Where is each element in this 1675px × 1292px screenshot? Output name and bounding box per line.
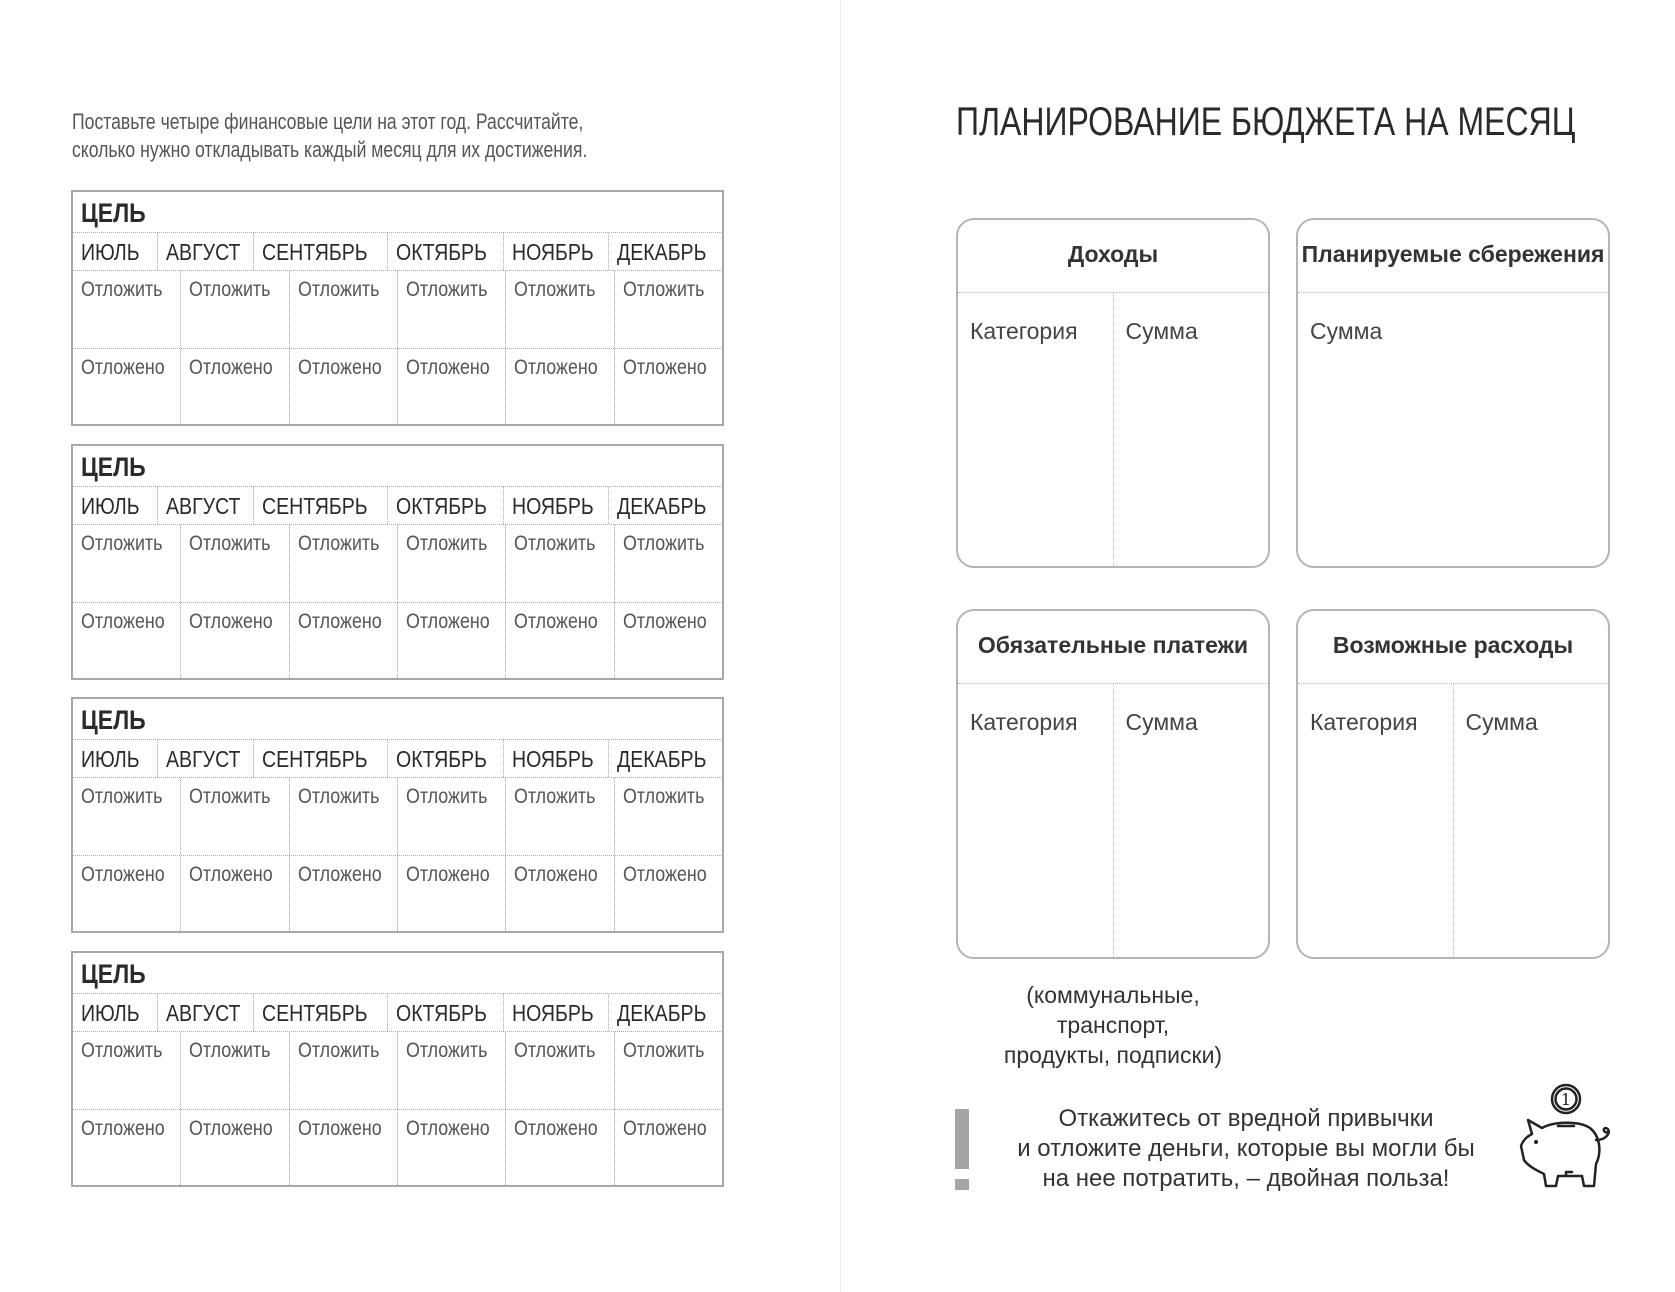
month-header bbox=[388, 487, 504, 524]
tip-line: на нее потратить, – двойная польза! bbox=[1042, 1165, 1450, 1192]
to-save-label: Отложить bbox=[189, 785, 271, 808]
saved-label: Отложено bbox=[514, 1117, 598, 1140]
month-header bbox=[254, 233, 387, 270]
box-title: Планируемые сбережения bbox=[1298, 220, 1608, 293]
to-save-cell[interactable] bbox=[615, 778, 722, 855]
saved-label: Отложено bbox=[622, 610, 707, 633]
to-save-cell[interactable] bbox=[181, 271, 289, 348]
month-header bbox=[609, 233, 722, 270]
to-save-cell[interactable] bbox=[398, 525, 506, 602]
month-label: АВГУСТ bbox=[165, 1000, 241, 1026]
saved-label: Отложено bbox=[81, 863, 165, 886]
amount-column[interactable]: Сумма bbox=[1125, 709, 1198, 735]
saved-cell[interactable] bbox=[181, 856, 289, 931]
goal-title[interactable] bbox=[73, 446, 722, 487]
goal-label: ЦЕЛЬ bbox=[81, 198, 146, 228]
mandatory-payments-box bbox=[956, 609, 1270, 959]
category-column[interactable]: Категория bbox=[958, 683, 1114, 957]
to-save-label: Отложить bbox=[189, 1039, 271, 1062]
saved-cell[interactable] bbox=[290, 1110, 398, 1185]
saved-label: Отложено bbox=[81, 610, 165, 633]
saved-cell[interactable] bbox=[615, 349, 722, 424]
piggy-bank-icon bbox=[1518, 1082, 1618, 1194]
saved-cell[interactable] bbox=[290, 856, 398, 931]
tip-line: и отложите деньги, которые вы могли бы bbox=[1017, 1135, 1475, 1162]
month-header bbox=[504, 233, 609, 270]
month-label: ОКТЯБРЬ bbox=[395, 1000, 487, 1026]
to-save-cell[interactable] bbox=[73, 778, 181, 855]
goal-table bbox=[71, 951, 724, 1187]
to-save-cell[interactable] bbox=[506, 1032, 614, 1109]
income-box bbox=[956, 218, 1270, 568]
to-save-row bbox=[73, 778, 722, 856]
saved-label: Отложено bbox=[189, 356, 273, 379]
to-save-cell[interactable] bbox=[290, 778, 398, 855]
saved-label: Отложено bbox=[189, 863, 273, 886]
saved-cell[interactable] bbox=[615, 603, 722, 678]
month-label: СЕНТЯБРЬ bbox=[262, 493, 369, 519]
month-label: ИЮЛЬ bbox=[81, 493, 140, 519]
intro-line: Поставьте четыре финансовые цели на этот год. Рассчитайте, bbox=[72, 109, 584, 134]
month-header bbox=[388, 233, 504, 270]
note-line: продукты, подписки) bbox=[1003, 1042, 1223, 1068]
goal-title[interactable] bbox=[73, 192, 722, 233]
month-label: АВГУСТ bbox=[165, 493, 241, 519]
saved-label: Отложено bbox=[514, 610, 598, 633]
tip-line: Откажитесь от вредной привычки bbox=[1058, 1105, 1434, 1132]
to-save-cell[interactable] bbox=[398, 778, 506, 855]
tip-text bbox=[996, 1104, 1496, 1194]
saved-cell[interactable] bbox=[73, 856, 181, 931]
month-label: НОЯБРЬ bbox=[511, 746, 594, 772]
to-save-cell[interactable] bbox=[73, 525, 181, 602]
month-label: ОКТЯБРЬ bbox=[395, 239, 487, 265]
saved-label: Отложено bbox=[297, 1117, 382, 1140]
month-label: НОЯБРЬ bbox=[511, 1000, 594, 1026]
month-header bbox=[388, 740, 504, 777]
to-save-cell[interactable] bbox=[290, 525, 398, 602]
to-save-cell[interactable] bbox=[290, 271, 398, 348]
month-label: ДЕКАБРЬ bbox=[616, 1000, 707, 1026]
to-save-cell[interactable] bbox=[615, 525, 722, 602]
to-save-label: Отложить bbox=[405, 532, 488, 555]
saved-row bbox=[73, 856, 722, 931]
to-save-cell[interactable] bbox=[615, 271, 722, 348]
month-label: НОЯБРЬ bbox=[511, 493, 594, 519]
month-header bbox=[504, 994, 609, 1031]
saved-label: Отложено bbox=[405, 356, 490, 379]
saved-cell[interactable] bbox=[615, 856, 722, 931]
saved-cell[interactable] bbox=[506, 1110, 614, 1185]
to-save-label: Отложить bbox=[514, 278, 596, 301]
to-save-label: Отложить bbox=[81, 785, 163, 808]
saved-label: Отложено bbox=[622, 356, 707, 379]
to-save-label: Отложить bbox=[189, 532, 271, 555]
month-label: ИЮЛЬ bbox=[81, 1000, 140, 1026]
to-save-cell[interactable] bbox=[181, 778, 289, 855]
month-label: ДЕКАБРЬ bbox=[616, 239, 707, 265]
goal-title[interactable] bbox=[73, 699, 722, 740]
month-label: ДЕКАБРЬ bbox=[616, 493, 707, 519]
saved-label: Отложено bbox=[297, 610, 382, 633]
amount-column[interactable]: Сумма bbox=[1125, 318, 1198, 344]
saved-cell[interactable] bbox=[506, 349, 614, 424]
months-row bbox=[73, 994, 722, 1032]
page-divider bbox=[840, 0, 841, 1292]
saved-cell[interactable] bbox=[506, 603, 614, 678]
to-save-label: Отложить bbox=[622, 1039, 705, 1062]
to-save-cell[interactable] bbox=[398, 271, 506, 348]
month-label: АВГУСТ bbox=[165, 746, 241, 772]
to-save-cell[interactable] bbox=[398, 1032, 506, 1109]
month-header bbox=[609, 487, 722, 524]
month-header bbox=[388, 994, 504, 1031]
saved-label: Отложено bbox=[622, 863, 707, 886]
month-label: НОЯБРЬ bbox=[511, 239, 594, 265]
savings-box bbox=[1296, 218, 1610, 568]
month-header bbox=[73, 994, 158, 1031]
to-save-label: Отложить bbox=[189, 278, 271, 301]
saved-label: Отложено bbox=[297, 356, 382, 379]
to-save-cell[interactable] bbox=[506, 778, 614, 855]
category-column[interactable]: Категория bbox=[958, 292, 1114, 566]
month-label: СЕНТЯБРЬ bbox=[262, 746, 369, 772]
month-header bbox=[158, 994, 255, 1031]
to-save-label: Отложить bbox=[514, 532, 596, 555]
month-label: ИЮЛЬ bbox=[81, 746, 140, 772]
month-label: АВГУСТ bbox=[165, 239, 241, 265]
saved-cell[interactable] bbox=[290, 603, 398, 678]
saved-cell[interactable] bbox=[398, 1110, 506, 1185]
category-column[interactable]: Категория bbox=[1298, 683, 1454, 957]
goal-label: ЦЕЛЬ bbox=[81, 959, 146, 989]
month-header bbox=[73, 487, 158, 524]
exclamation-icon bbox=[955, 1109, 969, 1190]
month-label: СЕНТЯБРЬ bbox=[262, 1000, 369, 1026]
saved-label: Отложено bbox=[189, 610, 273, 633]
month-header bbox=[504, 740, 609, 777]
month-header bbox=[254, 740, 387, 777]
month-header bbox=[73, 233, 158, 270]
saved-label: Отложено bbox=[405, 863, 490, 886]
note-line: (коммунальные, bbox=[1026, 982, 1200, 1008]
possible-expenses-box bbox=[1296, 609, 1610, 959]
saved-cell[interactable] bbox=[506, 856, 614, 931]
month-header bbox=[158, 233, 255, 270]
saved-row bbox=[73, 349, 722, 424]
month-header bbox=[73, 740, 158, 777]
month-label: ИЮЛЬ bbox=[81, 239, 140, 265]
saved-cell[interactable] bbox=[398, 349, 506, 424]
coin-label: 1 bbox=[1560, 1090, 1572, 1109]
month-header bbox=[254, 487, 387, 524]
saved-label: Отложено bbox=[81, 1117, 165, 1140]
months-row bbox=[73, 233, 722, 271]
box-title: Обязательные платежи bbox=[958, 611, 1268, 684]
to-save-label: Отложить bbox=[405, 1039, 488, 1062]
to-save-label: Отложить bbox=[81, 532, 163, 555]
to-save-row bbox=[73, 271, 722, 349]
months-row bbox=[73, 740, 722, 778]
to-save-label: Отложить bbox=[622, 532, 705, 555]
saved-cell[interactable] bbox=[73, 603, 181, 678]
goal-label: ЦЕЛЬ bbox=[81, 705, 146, 735]
to-save-row bbox=[73, 1032, 722, 1110]
to-save-label: Отложить bbox=[405, 785, 488, 808]
saved-cell[interactable] bbox=[181, 603, 289, 678]
month-label: ОКТЯБРЬ bbox=[395, 746, 487, 772]
to-save-label: Отложить bbox=[405, 278, 488, 301]
to-save-label: Отложить bbox=[297, 278, 380, 301]
goal-table bbox=[71, 697, 724, 933]
to-save-row bbox=[73, 525, 722, 603]
to-save-label: Отложить bbox=[514, 1039, 596, 1062]
to-save-label: Отложить bbox=[514, 785, 596, 808]
saved-cell[interactable] bbox=[181, 1110, 289, 1185]
saved-label: Отложено bbox=[189, 1117, 273, 1140]
saved-label: Отложено bbox=[405, 610, 490, 633]
goal-label: ЦЕЛЬ bbox=[81, 452, 146, 482]
month-header bbox=[158, 740, 255, 777]
to-save-cell[interactable] bbox=[615, 1032, 722, 1109]
to-save-cell[interactable] bbox=[290, 1032, 398, 1109]
to-save-label: Отложить bbox=[297, 1039, 380, 1062]
to-save-cell[interactable] bbox=[73, 271, 181, 348]
saved-cell[interactable] bbox=[615, 1110, 722, 1185]
to-save-label: Отложить bbox=[297, 785, 380, 808]
to-save-cell[interactable] bbox=[181, 525, 289, 602]
month-header bbox=[609, 740, 722, 777]
goal-table bbox=[71, 190, 724, 426]
to-save-label: Отложить bbox=[622, 278, 705, 301]
saved-label: Отложено bbox=[622, 1117, 707, 1140]
to-save-cell[interactable] bbox=[506, 271, 614, 348]
saved-cell[interactable] bbox=[398, 603, 506, 678]
to-save-label: Отложить bbox=[81, 278, 163, 301]
saved-label: Отложено bbox=[81, 356, 165, 379]
goal-table bbox=[71, 444, 724, 680]
amount-column[interactable]: Сумма bbox=[1465, 709, 1538, 735]
to-save-cell[interactable] bbox=[181, 1032, 289, 1109]
months-row bbox=[73, 487, 722, 525]
goals-intro bbox=[72, 108, 587, 164]
saved-label: Отложено bbox=[514, 863, 598, 886]
to-save-label: Отложить bbox=[81, 1039, 163, 1062]
month-header bbox=[609, 994, 722, 1031]
saved-cell[interactable] bbox=[73, 349, 181, 424]
month-header bbox=[254, 994, 387, 1031]
page-title: ПЛАНИРОВАНИЕ БЮДЖЕТА НА МЕСЯЦ bbox=[956, 100, 1576, 144]
saved-label: Отложено bbox=[405, 1117, 490, 1140]
saved-row bbox=[73, 1110, 722, 1185]
saved-cell[interactable] bbox=[290, 349, 398, 424]
month-header bbox=[158, 487, 255, 524]
box-title: Доходы bbox=[958, 220, 1268, 293]
saved-label: Отложено bbox=[297, 863, 382, 886]
note-line: транспорт, bbox=[1056, 1012, 1170, 1038]
to-save-label: Отложить bbox=[622, 785, 705, 808]
to-save-cell[interactable] bbox=[506, 525, 614, 602]
saved-label: Отложено bbox=[514, 356, 598, 379]
to-save-cell[interactable] bbox=[73, 1032, 181, 1109]
month-header bbox=[504, 487, 609, 524]
saved-cell[interactable] bbox=[73, 1110, 181, 1185]
amount-column[interactable]: Сумма bbox=[1310, 318, 1383, 344]
saved-cell[interactable] bbox=[181, 349, 289, 424]
month-label: СЕНТЯБРЬ bbox=[262, 239, 369, 265]
box-title: Возможные расходы bbox=[1298, 611, 1608, 684]
to-save-label: Отложить bbox=[297, 532, 380, 555]
month-label: ДЕКАБРЬ bbox=[616, 746, 707, 772]
goal-title[interactable] bbox=[73, 953, 722, 994]
intro-line: сколько нужно откладывать каждый месяц для их достижения. bbox=[72, 137, 588, 162]
mandatory-note bbox=[963, 980, 1263, 1070]
saved-cell[interactable] bbox=[398, 856, 506, 931]
saved-row bbox=[73, 603, 722, 678]
month-label: ОКТЯБРЬ bbox=[395, 493, 487, 519]
